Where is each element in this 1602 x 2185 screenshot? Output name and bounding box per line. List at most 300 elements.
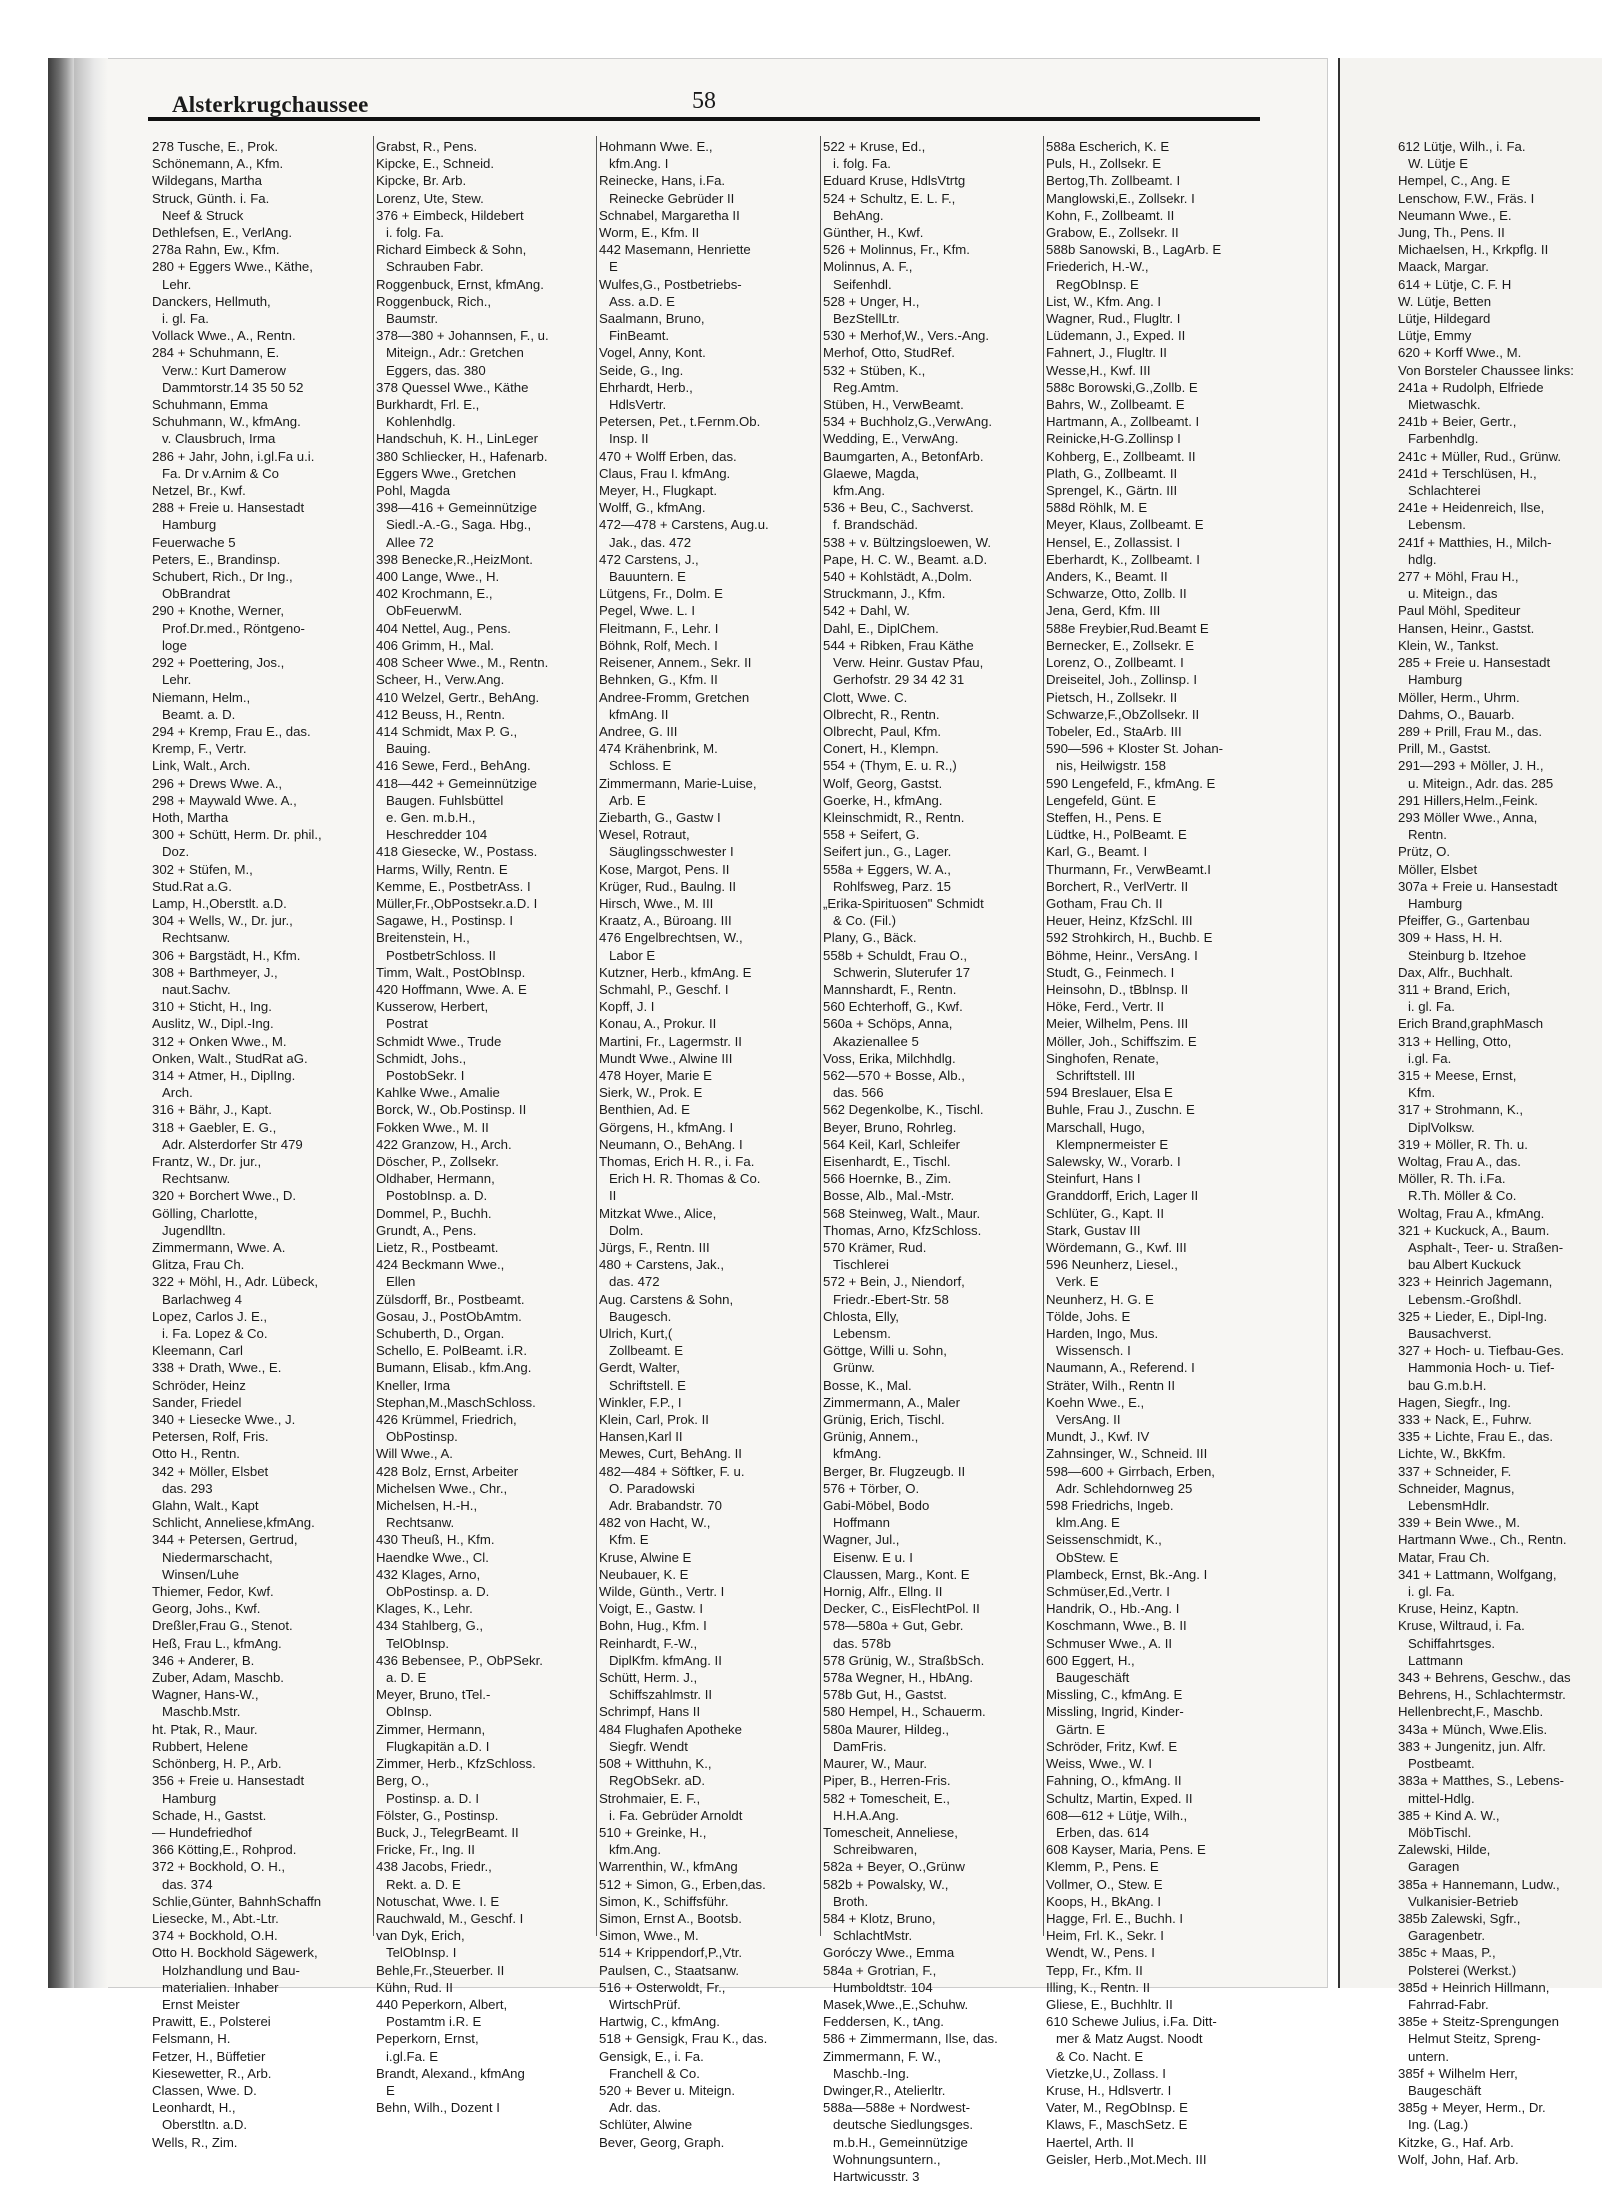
directory-entry: Görgens, H., kfmAng. I bbox=[599, 1119, 734, 1135]
directory-entry: 338 + Drath, Wwe., E. bbox=[152, 1360, 282, 1376]
directory-entry: Farbenhdlg. bbox=[1408, 431, 1479, 447]
directory-entry: Zahnsinger, W., Schneid. III bbox=[1046, 1446, 1208, 1462]
directory-entry: Barlachweg 4 bbox=[162, 1291, 242, 1307]
directory-entry: das. 566 bbox=[833, 1085, 884, 1101]
directory-entry: 307a + Freie u. Hansestadt bbox=[1398, 878, 1558, 894]
directory-entry: MöbTischl. bbox=[1408, 1824, 1472, 1840]
directory-entry: 241e + Heidenreich, Ilse, bbox=[1398, 500, 1545, 516]
directory-entry: 310 + Sticht, H., Ing. bbox=[152, 999, 272, 1015]
directory-entry: Molinnus, A. F., bbox=[823, 259, 913, 275]
directory-column-4 bbox=[823, 138, 1045, 2184]
directory-entry: 588e Freybier,Rud.Beamt E bbox=[1046, 620, 1209, 636]
directory-entry: Olbrecht, R., Rentn. bbox=[823, 706, 940, 722]
directory-entry: Verw.: Kurt Damerow bbox=[162, 362, 286, 378]
directory-entry: Grundt, A., Pens. bbox=[376, 1222, 477, 1238]
directory-entry: DiplVolksw. bbox=[1408, 1119, 1475, 1135]
directory-entry: Neubauer, K. E bbox=[599, 1566, 689, 1582]
directory-entry: Schmahl, P., Geschf. I bbox=[599, 981, 729, 997]
directory-entry: Allee 72 bbox=[386, 534, 434, 550]
directory-column-1 bbox=[152, 138, 374, 2150]
directory-entry: 289 + Prill, Frau M., das. bbox=[1398, 723, 1543, 739]
directory-entry: Ulrich, Kurt,( bbox=[599, 1326, 673, 1342]
directory-entry: Strohmaier, E. F., bbox=[599, 1790, 701, 1806]
directory-entry: 288 + Freie u. Hansestadt bbox=[152, 500, 305, 516]
directory-entry: Harms, Willy, Rentn. E bbox=[376, 861, 508, 877]
directory-entry: Schwerin, Sluterufer 17 bbox=[833, 964, 971, 980]
directory-entry: 578—580a + Gut, Gebr. bbox=[823, 1618, 964, 1634]
directory-entry: Scheer, H., Verw.Ang. bbox=[376, 672, 505, 688]
directory-entry: 385a + Hannemann, Ludw., bbox=[1398, 1876, 1560, 1892]
directory-entry: 508 + Witthuhn, K., bbox=[599, 1756, 712, 1772]
directory-entry: 312 + Onken Wwe., M. bbox=[152, 1033, 287, 1049]
directory-entry: 337 + Schneider, F. bbox=[1398, 1463, 1512, 1479]
directory-entry: 284 + Schuhmann, E. bbox=[152, 345, 280, 361]
directory-entry: Haendke Wwe., Cl. bbox=[376, 1549, 489, 1565]
directory-entry: Hamburg bbox=[1408, 672, 1463, 688]
directory-entry: Hansen,Karl II bbox=[599, 1429, 683, 1445]
directory-entry: Missling, C., kfmAng. E bbox=[1046, 1687, 1183, 1703]
facing-page-column bbox=[1398, 138, 1598, 2168]
directory-entry: Schiffszahlmstr. II bbox=[609, 1687, 713, 1703]
directory-entry: Petersen, Rolf, Fris. bbox=[152, 1429, 269, 1445]
directory-entry: Bauing. bbox=[386, 741, 431, 757]
directory-entry: Felsmann, H. bbox=[152, 2031, 231, 2047]
directory-entry: 588a Escherich, K. E bbox=[1046, 139, 1170, 154]
directory-entry: W. Lütje E bbox=[1408, 156, 1469, 172]
directory-entry: Heim, Frl. K., Sekr. I bbox=[1046, 1928, 1164, 1944]
directory-entry: Lamp, H.,Oberstlt. a.D. bbox=[152, 895, 287, 911]
directory-entry: Conert, H., Klempn. bbox=[823, 741, 939, 757]
directory-entry: Olbrecht, Paul, Kfm. bbox=[823, 723, 941, 739]
directory-entry: 480 + Carstens, Jak., bbox=[599, 1257, 724, 1273]
directory-entry: Bever, Georg, Graph. bbox=[599, 2134, 725, 2150]
directory-entry: Stephan,M.,MaschSchloss. bbox=[376, 1394, 536, 1410]
directory-entry: 570 Krämer, Rud. bbox=[823, 1240, 927, 1255]
directory-entry: 560a + Schöps, Anna, bbox=[823, 1016, 953, 1032]
directory-entry: ObInsp. bbox=[386, 1704, 433, 1720]
directory-entry: W. Lütje, Betten bbox=[1398, 293, 1492, 309]
directory-entry: 578a Wegner, H., HbAng. bbox=[823, 1670, 974, 1686]
directory-entry: Baumgarten, A., BetonfArb. bbox=[823, 448, 984, 464]
directory-entry: Eduard Kruse, HdlsVtrtg bbox=[823, 173, 966, 189]
directory-entry: Ehrhardt, Herb., bbox=[599, 379, 693, 395]
directory-entry: Bahrs, W., Zollbeamt. E bbox=[1046, 397, 1185, 413]
directory-entry: Jürgs, F., Rentn. III bbox=[599, 1240, 710, 1255]
directory-entry: Gotham, Frau Ch. II bbox=[1046, 895, 1163, 911]
directory-entry: Garagen bbox=[1408, 1859, 1460, 1875]
directory-entry: untern. bbox=[1408, 2048, 1450, 2064]
directory-entry: Reg.Amtm. bbox=[833, 379, 899, 395]
directory-entry: Woltag, Frau A., das. bbox=[1398, 1153, 1521, 1169]
directory-entry: Schuhmann, Emma bbox=[152, 397, 268, 413]
directory-entry: Höke, Ferd., Vertr. II bbox=[1046, 999, 1164, 1015]
directory-entry: Lehr. bbox=[162, 672, 192, 688]
directory-entry: RegObSekr. aD. bbox=[609, 1773, 706, 1789]
directory-entry: f. Brandschäd. bbox=[833, 517, 919, 533]
page-number: 58 bbox=[692, 88, 716, 114]
directory-entry: e. Gen. m.b.H., bbox=[386, 809, 476, 825]
directory-entry: Friederich, H.-W., bbox=[1046, 259, 1149, 275]
directory-entry: Hagge, Frl. E., Buchh. I bbox=[1046, 1910, 1184, 1926]
directory-entry: 440 Peperkorn, Albert, bbox=[376, 1996, 508, 2012]
directory-entry: Klempnermeister E bbox=[1056, 1136, 1169, 1152]
directory-entry: Zalewski, Hilde, bbox=[1398, 1842, 1491, 1858]
directory-entry: Goerke, H., kfmAng. bbox=[823, 792, 943, 808]
directory-entry: Siegfr. Wendt bbox=[609, 1738, 688, 1754]
directory-entry: Akazienallee 5 bbox=[833, 1033, 919, 1049]
directory-entry: Andree, G. III bbox=[599, 723, 678, 739]
directory-entry: 538 + v. Bültzingsloewen, W. bbox=[823, 534, 991, 550]
directory-entry: Notuschat, Wwe. I. E bbox=[376, 1893, 500, 1909]
directory-entry: Heschredder 104 bbox=[386, 827, 488, 843]
directory-entry: Worm, E., Kfm. II bbox=[599, 225, 700, 241]
directory-entry: 588a—588e + Nordwest- bbox=[823, 2100, 970, 2116]
directory-entry: 333 + Nack, E., Fuhrw. bbox=[1398, 1412, 1532, 1428]
directory-entry: 408 Scheer Wwe., M., Rentn. bbox=[376, 655, 549, 671]
directory-entry: PostobInsp. a. D. bbox=[386, 1188, 488, 1204]
directory-entry: Masek,Wwe.,E.,Schuhw. bbox=[823, 1996, 969, 2012]
directory-entry: Baugesch. bbox=[609, 1308, 672, 1324]
directory-entry: 558 + Seifert, G. bbox=[823, 827, 920, 843]
directory-entry: Tölde, Johs. E bbox=[1046, 1308, 1131, 1324]
directory-entry: Stüben, H., VerwBeamt. bbox=[823, 397, 964, 413]
directory-entry: Plambeck, Ernst, Bk.-Ang. I bbox=[1046, 1566, 1208, 1582]
directory-entry: 542 + Dahl, W. bbox=[823, 603, 910, 619]
directory-entry: 612 Lütje, Wilh., i. Fa. bbox=[1398, 139, 1526, 154]
directory-entry: 432 Klages, Arno, bbox=[376, 1566, 481, 1582]
directory-entry: Classen, Wwe. D. bbox=[152, 2082, 257, 2098]
directory-entry: 600 Eggert, H., bbox=[1046, 1652, 1135, 1668]
directory-entry: u. Miteign., Adr. das. 285 bbox=[1408, 775, 1554, 791]
directory-entry: 474 Krähenbrink, M. bbox=[599, 741, 718, 757]
directory-entry: Behnken, G., Kfm. II bbox=[599, 672, 718, 688]
directory-entry: 430 Theuß, H., Kfm. bbox=[376, 1532, 495, 1548]
directory-entry: Miteign., Adr.: Gretchen bbox=[386, 345, 524, 361]
directory-entry: Postbeamt. bbox=[1408, 1756, 1475, 1772]
directory-entry: Maschb.-Ing. bbox=[833, 2065, 910, 2081]
directory-entry: Lichte, W., BkKfm. bbox=[1398, 1446, 1506, 1462]
directory-entry: 319 + Möller, R. Th. u. bbox=[1398, 1136, 1528, 1152]
directory-entry: Reinicke,H-G.Zollinsp I bbox=[1046, 431, 1181, 447]
directory-entry: 438 Jacobs, Friedr., bbox=[376, 1859, 492, 1875]
directory-entry: Buhle, Frau J., Zuschn. E bbox=[1046, 1102, 1195, 1118]
directory-entry: Grünw. bbox=[833, 1360, 875, 1376]
directory-entry: 582b + Powalsky, W., bbox=[823, 1876, 949, 1892]
directory-entry: SchlachtMstr. bbox=[833, 1928, 913, 1944]
directory-entry: Sträter, Wilh., Rentn II bbox=[1046, 1377, 1175, 1393]
directory-entry: 317 + Strohmann, K., bbox=[1398, 1102, 1523, 1118]
directory-entry: Vietzke,U., Zollass. I bbox=[1046, 2065, 1166, 2081]
directory-entry: Gabi-Möbel, Bodo bbox=[823, 1498, 930, 1514]
directory-entry: Zülsdorff, Br., Postbeamt. bbox=[376, 1291, 525, 1307]
directory-entry: Thurmann, Fr., VerwBeamt.I bbox=[1046, 861, 1211, 877]
directory-entry: 422 Granzow, H., Arch. bbox=[376, 1136, 512, 1152]
directory-entry: Klein, W., Tankst. bbox=[1398, 637, 1499, 653]
directory-entry: Frantz, W., Dr. jur., bbox=[152, 1153, 262, 1169]
directory-entry: ObFeuerwM. bbox=[386, 603, 463, 619]
directory-entry: Kfm. bbox=[1408, 1085, 1436, 1101]
directory-entry: Schubert, Rich., Dr Ing., bbox=[152, 569, 293, 585]
directory-entry: i. folg. Fa. bbox=[386, 225, 444, 241]
directory-entry: Bumann, Elisab., kfm.Ang. bbox=[376, 1360, 532, 1376]
directory-entry: Neumann Wwe., E. bbox=[1398, 207, 1512, 223]
directory-entry: 470 + Wolff Erben, das. bbox=[599, 448, 737, 464]
directory-entry: Asphalt-, Teer- u. Straßen- bbox=[1408, 1240, 1564, 1255]
directory-entry: Behle,Fr.,Steuerber. II bbox=[376, 1962, 505, 1978]
directory-entry: 564 Keil, Karl, Schleifer bbox=[823, 1136, 961, 1152]
directory-entry: das. 293 bbox=[162, 1480, 213, 1496]
directory-entry: Kruse, H., Hdlsvertr. I bbox=[1046, 2082, 1172, 2098]
directory-entry: das. 578b bbox=[833, 1635, 891, 1651]
directory-entry: 418 Giesecke, W., Postass. bbox=[376, 844, 538, 860]
directory-entry: Klein, Carl, Prok. II bbox=[599, 1412, 709, 1428]
directory-entry: Flugkapitän a.D. I bbox=[386, 1738, 490, 1754]
directory-entry: 478 Hoyer, Marie E bbox=[599, 1067, 712, 1083]
directory-entry: Klemm, P., Pens. E bbox=[1046, 1859, 1159, 1875]
directory-entry: Kneller, Irma bbox=[376, 1377, 451, 1393]
directory-entry: i. gl. Fa. bbox=[1408, 1584, 1455, 1600]
directory-entry: Holzhandlung und Bau- bbox=[162, 1962, 300, 1978]
directory-entry: Fahrrad-Fabr. bbox=[1408, 1996, 1489, 2012]
directory-entry: „Erika-Spirituosen" Schmidt bbox=[823, 895, 984, 911]
directory-entry: Kühn, Rud. II bbox=[376, 1979, 453, 1995]
directory-entry: Jak., das. 472 bbox=[609, 534, 692, 550]
directory-entry: Dreiseitel, Joh., Zollinsp. I bbox=[1046, 672, 1197, 688]
directory-entry: Erich Brand,graphMasch bbox=[1398, 1016, 1544, 1032]
directory-entry: Wilde, Günth., Vertr. I bbox=[599, 1584, 725, 1600]
directory-entry: E bbox=[609, 259, 618, 275]
directory-entry: i. folg. Fa. bbox=[833, 156, 891, 172]
directory-entry: Tepp, Fr., Kfm. II bbox=[1046, 1962, 1143, 1978]
directory-entry: Hempel, C., Ang. E bbox=[1398, 173, 1511, 189]
directory-entry: Siedl.-A.-G., Saga. Hbg., bbox=[386, 517, 532, 533]
directory-entry: Stark, Gustav III bbox=[1046, 1222, 1141, 1238]
directory-entry: Missling, Ingrid, Kinder- bbox=[1046, 1704, 1184, 1720]
directory-entry: Richard Eimbeck & Sohn, bbox=[376, 242, 527, 258]
directory-entry: 598—600 + Girrbach, Erben, bbox=[1046, 1463, 1215, 1479]
directory-entry: Salewsky, W., Vorarb. I bbox=[1046, 1153, 1181, 1169]
directory-entry: Schiffahrtsges. bbox=[1408, 1635, 1495, 1651]
directory-entry: Schade, H., Gastst. bbox=[152, 1807, 267, 1823]
directory-entry: Reinecke, Hans, i.Fa. bbox=[599, 173, 726, 189]
directory-entry: Schwarze, Otto, Zollb. II bbox=[1046, 586, 1187, 602]
directory-entry: 300 + Schütt, Herm. Dr. phil., bbox=[152, 827, 322, 843]
directory-entry: Wissensch. I bbox=[1056, 1343, 1131, 1359]
directory-entry: Plath, G., Zollbeamt. II bbox=[1046, 465, 1178, 481]
directory-entry: 313 + Helling, Otto, bbox=[1398, 1033, 1512, 1049]
directory-entry: Petersen, Pet., t.Fernm.Ob. bbox=[599, 414, 761, 430]
directory-entry: Reisener, Annem., Sekr. II bbox=[599, 655, 752, 671]
directory-entry: 400 Lange, Wwe., H. bbox=[376, 569, 500, 585]
directory-entry: hdlg. bbox=[1408, 551, 1437, 567]
directory-entry: i.gl.Fa. E bbox=[386, 2048, 439, 2064]
directory-entry: Baugeschäft bbox=[1056, 1670, 1130, 1686]
directory-entry: Hartmann, A., Zollbeamt. I bbox=[1046, 414, 1200, 430]
directory-entry: Fa. Dr v.Arnim & Co bbox=[162, 465, 279, 481]
directory-entry: Kose, Margot, Pens. II bbox=[599, 861, 730, 877]
directory-entry: Hohmann Wwe. E., bbox=[599, 139, 713, 154]
directory-entry: PostbetrSchloss. II bbox=[386, 947, 496, 963]
directory-entry: Peters, E., Brandinsp. bbox=[152, 551, 281, 567]
directory-entry: Manglowski,E., Zollsekr. I bbox=[1046, 190, 1195, 206]
directory-entry: Fahning, O., kfmAng. II bbox=[1046, 1773, 1182, 1789]
directory-entry: Hammonia Hoch- u. Tief- bbox=[1408, 1360, 1555, 1376]
directory-entry: 280 + Eggers Wwe., Käthe, bbox=[152, 259, 313, 275]
directory-entry: Andree-Fromm, Gretchen bbox=[599, 689, 750, 705]
directory-entry: Harden, Ingo, Mus. bbox=[1046, 1326, 1159, 1342]
directory-entry: 341 + Lattmann, Wolfgang, bbox=[1398, 1566, 1557, 1582]
directory-entry: Schrimpf, Hans II bbox=[599, 1704, 701, 1720]
directory-entry: & Co. Nacht. E bbox=[1056, 2048, 1144, 2064]
directory-entry: Gliese, E., Buchhltr. II bbox=[1046, 1996, 1173, 2012]
directory-entry: Vater, M., RegObInsp. E bbox=[1046, 2100, 1188, 2116]
directory-entry: Lopez, Carlos J. E., bbox=[152, 1308, 268, 1324]
directory-entry: Seide, G., Ing. bbox=[599, 362, 684, 378]
directory-entry: Lütje, Emmy bbox=[1398, 328, 1472, 344]
directory-entry: 241b + Beier, Gertr., bbox=[1398, 414, 1517, 430]
directory-entry: 416 Sewe, Ferd., BehAng. bbox=[376, 758, 531, 774]
directory-entry: Hoth, Martha bbox=[152, 809, 229, 825]
directory-entry: Michelsen Wwe., Chr., bbox=[376, 1480, 508, 1496]
directory-entry: Marschall, Hugo, bbox=[1046, 1119, 1145, 1135]
directory-entry: 516 + Osterwoldt, Fr., bbox=[599, 1979, 726, 1995]
directory-entry: 418—442 + Gemeinnützige bbox=[376, 775, 537, 791]
directory-entry: Zimmer, Hermann, bbox=[376, 1721, 486, 1737]
directory-entry: 614 + Lütje, C. F. H bbox=[1398, 276, 1512, 292]
directory-entry: Paul Möhl, Spediteur bbox=[1398, 603, 1521, 619]
directory-entry: 596 Neunherz, Liesel., bbox=[1046, 1257, 1178, 1273]
directory-entry: FinBeamt. bbox=[609, 328, 670, 344]
directory-entry: Lenschow, F.W., Fräs. I bbox=[1398, 190, 1535, 206]
directory-entry: Zimmermann, Wwe. A. bbox=[152, 1240, 286, 1255]
directory-entry: Mannshardt, F., Rentn. bbox=[823, 981, 957, 997]
directory-entry: Maurer, W., Maur. bbox=[823, 1756, 928, 1772]
directory-entry: Jugendlltn. bbox=[162, 1222, 226, 1238]
directory-entry: i.gl. Fa. bbox=[1408, 1050, 1452, 1066]
directory-entry: Pape, H. C. W., Beamt. a.D. bbox=[823, 551, 988, 567]
directory-entry: Schütt, Herm. J., bbox=[599, 1670, 698, 1686]
directory-entry: Schwarze,F.,ObZollsekr. II bbox=[1046, 706, 1200, 722]
directory-entry: 476 Engelbrechtsen, W., bbox=[599, 930, 743, 946]
directory-entry: 385e + Steitz-Sprengungen bbox=[1398, 2014, 1559, 2030]
directory-entry: Wagner, Rud., Flugltr. I bbox=[1046, 311, 1181, 327]
directory-entry: 586 + Zimmermann, Ilse, das. bbox=[823, 2031, 998, 2047]
directory-entry: Goróczy Wwe., Emma bbox=[823, 1945, 955, 1961]
directory-entry: 315 + Meese, Ernst, bbox=[1398, 1067, 1517, 1083]
directory-entry: Dreßler,Frau G., Stenot. bbox=[152, 1618, 293, 1634]
directory-entry: 562 Degenkolbe, K., Tischl. bbox=[823, 1102, 984, 1118]
directory-entry: Eisenhardt, E., Tischl. bbox=[823, 1153, 951, 1169]
directory-entry: 436 Bebensee, P., ObPSekr. bbox=[376, 1652, 543, 1668]
directory-entry: Simon, K., Schiffsführ. bbox=[599, 1893, 729, 1909]
directory-entry: Kahlke Wwe., Amalie bbox=[376, 1085, 500, 1101]
directory-entry: Weiss, Wwe., W. I bbox=[1046, 1756, 1152, 1772]
directory-entry: Postinsp. a. D. I bbox=[386, 1790, 480, 1806]
directory-entry: Glitza, Frau Ch. bbox=[152, 1257, 245, 1273]
directory-entry: 582 + Tomescheit, E., bbox=[823, 1790, 950, 1806]
directory-column-2 bbox=[376, 138, 598, 2116]
directory-entry: 540 + Kohlstädt, A.,Dolm. bbox=[823, 569, 973, 585]
directory-entry: Oldhaber, Hermann, bbox=[376, 1171, 495, 1187]
directory-entry: Dethlefsen, E., VerlAng. bbox=[152, 225, 293, 241]
directory-entry: Arch. bbox=[162, 1085, 193, 1101]
directory-entry: 590 Lengefeld, F., kfmAng. E bbox=[1046, 775, 1216, 791]
directory-entry: 376 + Eimbeck, Hildebert bbox=[376, 207, 524, 223]
directory-entry: 344 + Petersen, Gertrud, bbox=[152, 1532, 298, 1548]
directory-entry: 385g + Meyer, Herm., Dr. bbox=[1398, 2100, 1546, 2116]
directory-entry: Anders, K., Beamt. II bbox=[1046, 569, 1168, 585]
directory-entry: Chlosta, Elly, bbox=[823, 1308, 899, 1324]
directory-entry: Gerhofstr. 29 34 42 31 bbox=[833, 672, 965, 688]
directory-entry: Schlie,Günter, BahnhSchaffn bbox=[152, 1893, 322, 1909]
directory-entry: R.Th. Möller & Co. bbox=[1408, 1188, 1517, 1204]
directory-entry: ObPostinsp. a. D. bbox=[386, 1584, 490, 1600]
directory-entry: Prill, M., Gastst. bbox=[1398, 741, 1492, 757]
directory-entry: Postrat bbox=[386, 1016, 428, 1032]
directory-entry: 420 Hoffmann, Wwe. A. E bbox=[376, 981, 527, 997]
directory-entry: Broth. bbox=[833, 1893, 869, 1909]
directory-entry: 584 + Klotz, Bruno, bbox=[823, 1910, 936, 1926]
directory-entry: Meyer, Klaus, Zollbeamt. E bbox=[1046, 517, 1204, 533]
directory-entry: 302 + Stüfen, M., bbox=[152, 861, 253, 877]
directory-entry: Lehr. bbox=[162, 276, 192, 292]
directory-entry: Hensel, E., Zollassist. I bbox=[1046, 534, 1181, 550]
directory-entry: 398 Benecke,R.,HeizMont. bbox=[376, 551, 533, 567]
directory-entry: Wördemann, G., Kwf. III bbox=[1046, 1240, 1187, 1255]
directory-entry: Kohlenhdlg. bbox=[386, 414, 456, 430]
directory-entry: Fokken Wwe., M. II bbox=[376, 1119, 489, 1135]
directory-entry: Wedding, E., VerwAng. bbox=[823, 431, 959, 447]
directory-entry: Böhme, Heinr., VersAng. I bbox=[1046, 947, 1198, 963]
directory-entry: Hartwicusstr. 3 bbox=[833, 2168, 920, 2184]
directory-entry: kfmAng. II bbox=[609, 706, 669, 722]
directory-entry: Rentn. bbox=[1408, 827, 1447, 843]
directory-entry: Labor E bbox=[609, 947, 656, 963]
directory-entry: 291 Hillers,Helm.,Feink. bbox=[1398, 792, 1538, 808]
directory-entry: Jung, Th., Pens. II bbox=[1398, 225, 1505, 241]
directory-entry: Schriftstell. III bbox=[1056, 1067, 1136, 1083]
directory-entry: Seifert jun., G., Lager. bbox=[823, 844, 952, 860]
directory-entry: Hagen, Siegfr., Ing. bbox=[1398, 1394, 1511, 1410]
directory-entry: Zollbeamt. E bbox=[609, 1343, 684, 1359]
directory-entry: 608—612 + Lütje, Wilh., bbox=[1046, 1807, 1188, 1823]
directory-entry: 580a Maurer, Hildeg., bbox=[823, 1721, 950, 1737]
directory-entry: Fleitmann, F., Lehr. I bbox=[599, 620, 719, 636]
directory-entry: 342 + Möller, Elsbet bbox=[152, 1463, 269, 1479]
directory-entry: Timm, Walt., PostObInsp. bbox=[376, 964, 526, 980]
directory-entry: Vogel, Anny, Kont. bbox=[599, 345, 706, 361]
directory-entry: 584a + Grotrian, F., bbox=[823, 1962, 937, 1978]
directory-entry: Baugen. Fuhlsbüttel bbox=[386, 792, 504, 808]
directory-entry: Reinhardt, F.-W., bbox=[599, 1635, 698, 1651]
directory-entry: Säuglingsschwester I bbox=[609, 844, 734, 860]
directory-entry: II bbox=[609, 1188, 617, 1204]
directory-entry: Steinfurt, Hans I bbox=[1046, 1171, 1141, 1187]
directory-entry: 292 + Poettering, Jos., bbox=[152, 655, 285, 671]
directory-entry: i. gl. Fa. bbox=[1408, 999, 1455, 1015]
directory-entry: Verk. E bbox=[1056, 1274, 1099, 1290]
directory-entry: Lebensm. bbox=[1408, 517, 1466, 533]
directory-entry: 311 + Brand, Erich, bbox=[1398, 981, 1511, 997]
directory-entry: 620 + Korff Wwe., M. bbox=[1398, 345, 1522, 361]
directory-entry: 524 + Schultz, E. L. F., bbox=[823, 190, 956, 206]
directory-entry: Schlüter, G., Kapt. II bbox=[1046, 1205, 1165, 1221]
directory-entry: Thomas, Erich H. R., i. Fa. bbox=[599, 1153, 755, 1169]
directory-entry: 343 + Behrens, Geschw., das bbox=[1398, 1670, 1571, 1686]
directory-entry: Brandt, Alexand., kfmAng bbox=[376, 2065, 525, 2081]
column-divider bbox=[373, 136, 374, 1936]
directory-entry: Baugeschäft bbox=[1408, 2082, 1482, 2098]
